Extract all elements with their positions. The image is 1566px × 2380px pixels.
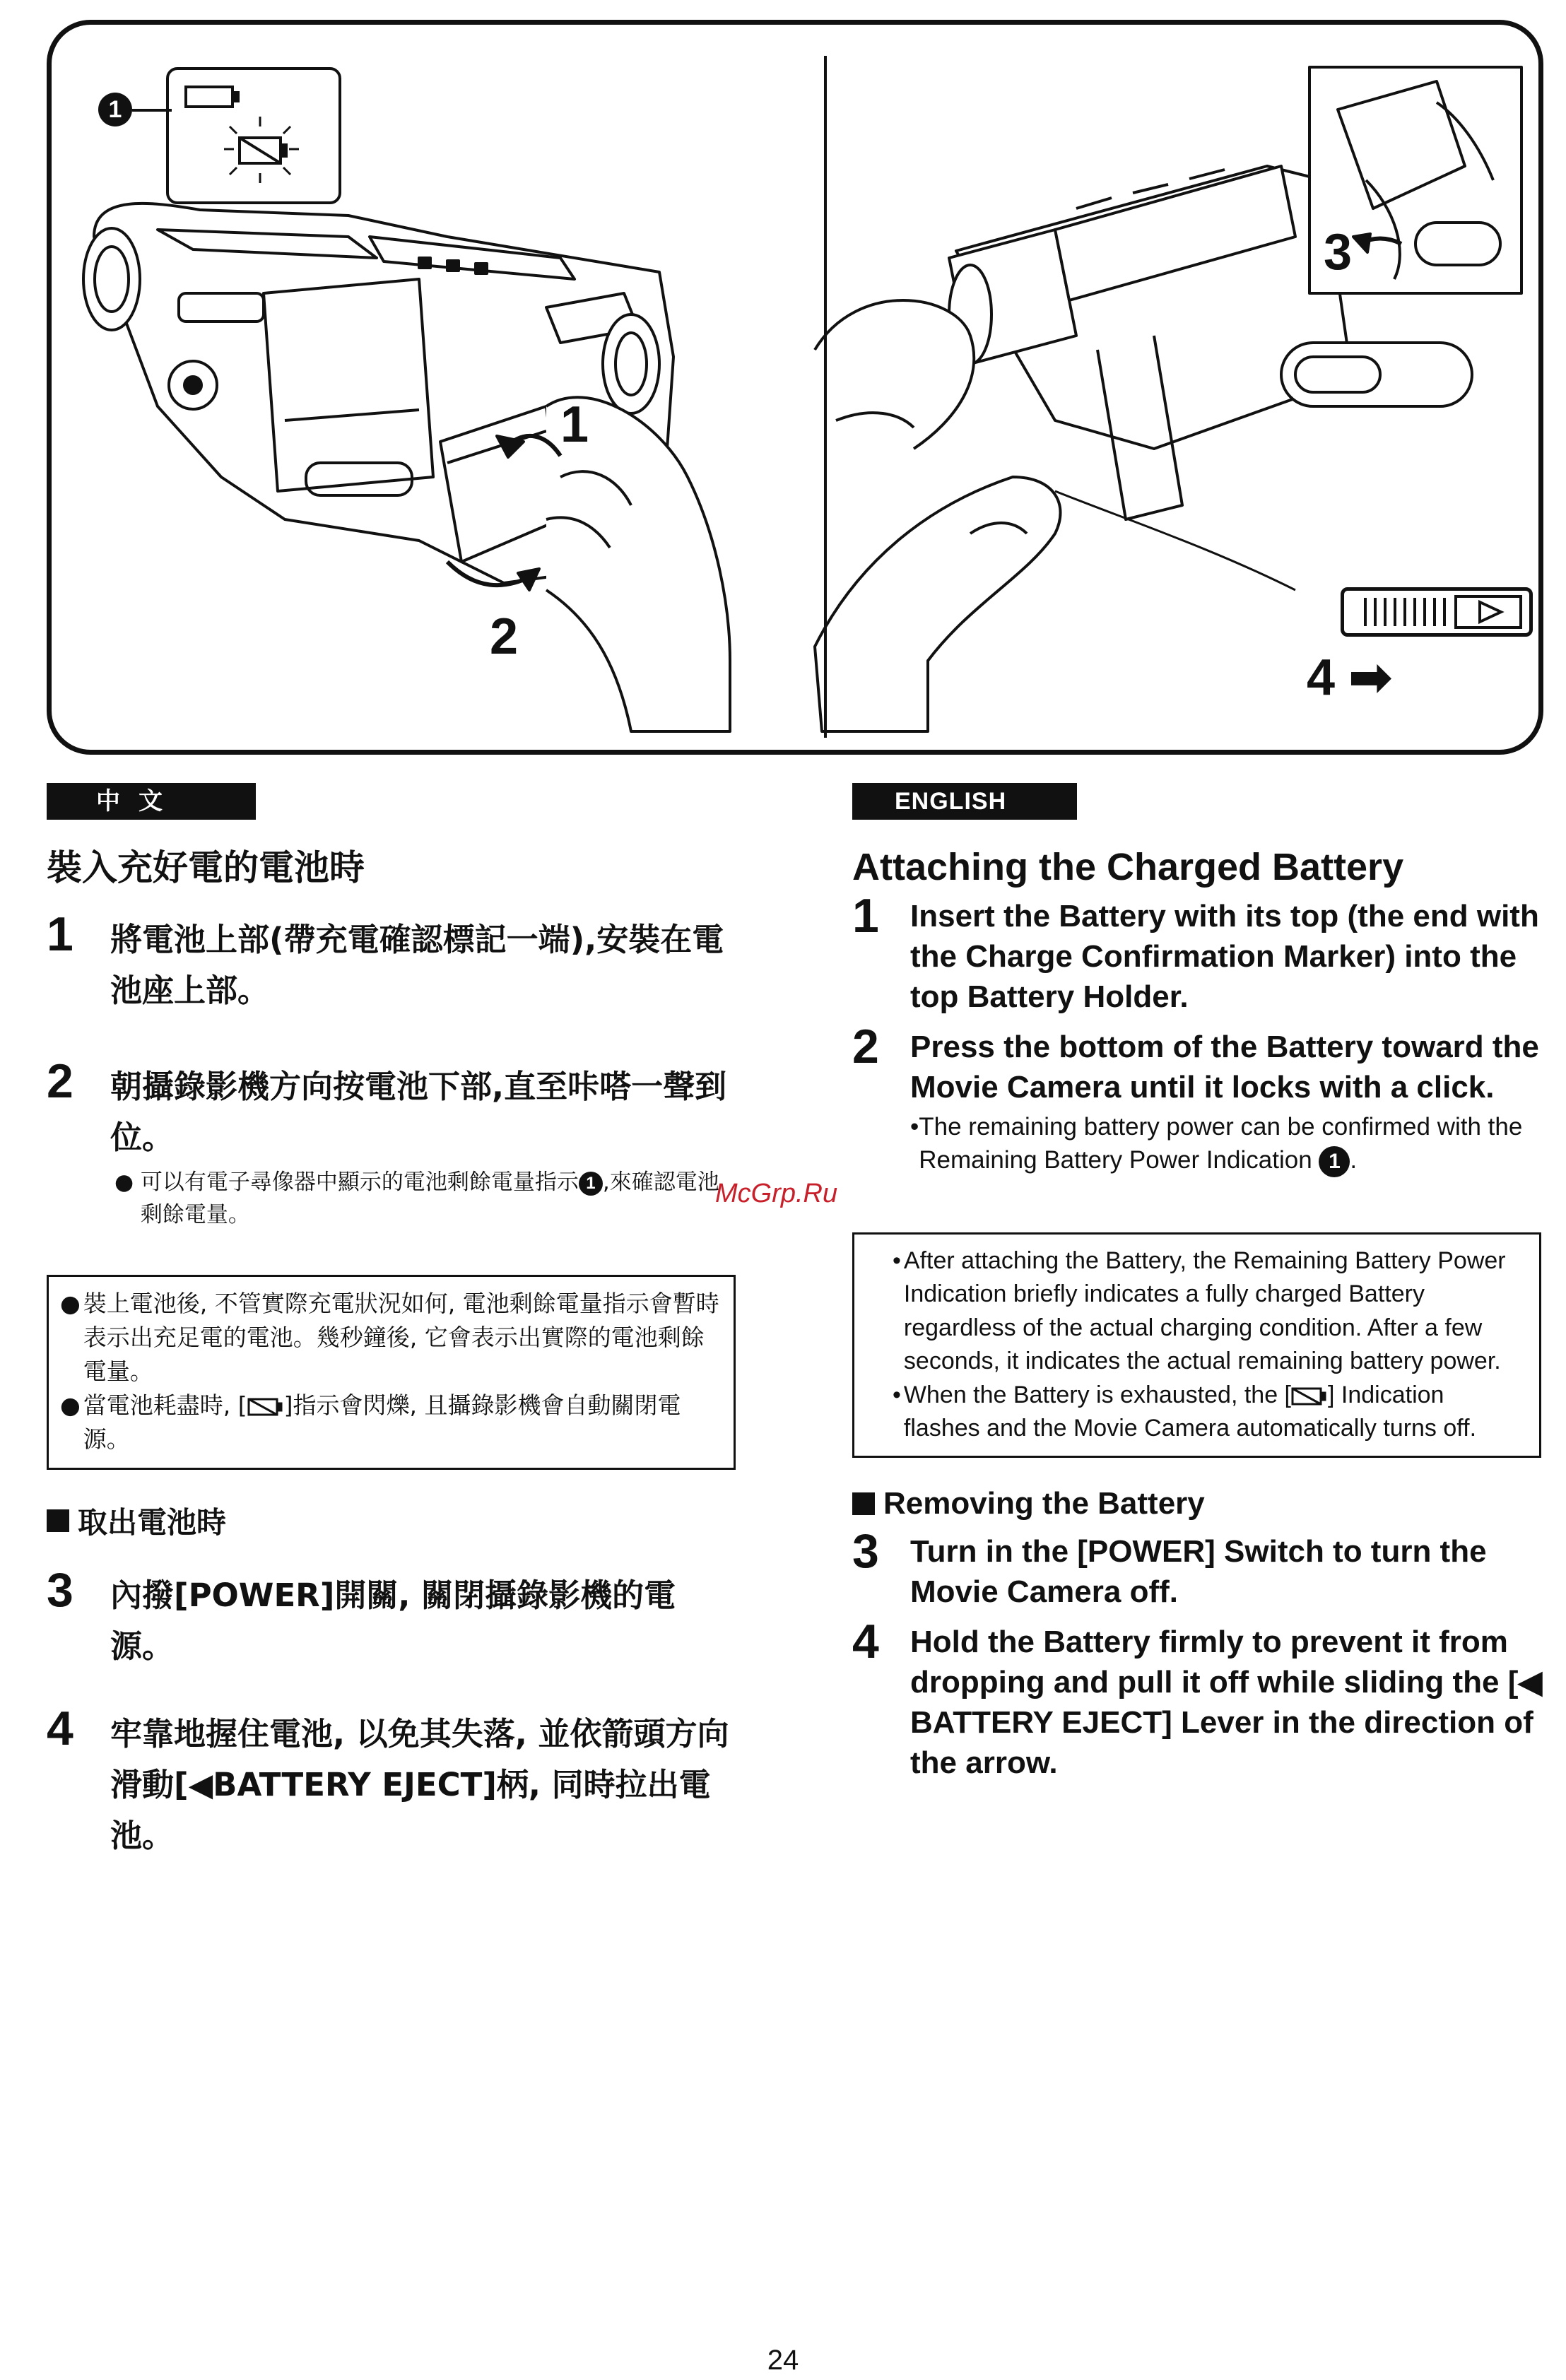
chinese-step-1 (47, 907, 739, 1016)
figure-divider (824, 56, 827, 738)
indicator-marker-1: 1 (579, 1172, 603, 1196)
section-heading-text: 取出電池時 (78, 1505, 227, 1540)
bullet-dot: ● (60, 1290, 81, 1317)
bullet-dot: • (893, 1381, 901, 1408)
page-number: 24 (767, 2345, 799, 2376)
english-step-4 (852, 1614, 1545, 1783)
chinese-title: 裝入充好電的電池時 (47, 847, 365, 888)
english-note-box (852, 1232, 1541, 1458)
step-number: 2 (852, 1020, 879, 1074)
english-title: Attaching the Charged Battery (852, 846, 1404, 888)
bullet-dot: ● (114, 1170, 141, 1195)
note-text: When the Battery is exhausted, the [ (903, 1381, 1291, 1408)
bullet-dot: • (910, 1113, 919, 1141)
note-item (60, 1389, 722, 1456)
note-text: 當電池耗盡時, [ (83, 1391, 247, 1419)
illustration-panel (47, 20, 1543, 755)
battery-eject-lever (1341, 587, 1533, 637)
figure-step-1: 1 (560, 396, 589, 453)
chinese-language-tab: 中文 (47, 783, 256, 820)
chinese-section-heading (47, 1500, 739, 1542)
section-heading-text: Removing the Battery (883, 1485, 1205, 1521)
step-number: 1 (852, 889, 879, 943)
note-text: ] Indication flashes and the Movie Camera automatically turns off. (903, 1381, 1477, 1442)
callout-marker-1: 1 (98, 93, 132, 126)
chinese-step-4 (47, 1702, 739, 1861)
step-number: 4 (47, 1702, 73, 1755)
battery-indicator-icon (169, 70, 338, 201)
chinese-sub-bullet (114, 1166, 739, 1231)
play-triangle-icon (1344, 591, 1529, 633)
step-number: 1 (47, 907, 73, 961)
step-text: 朝攝錄影機方向按電池下部,直至咔嗒一聲到位。 (110, 1068, 727, 1156)
step-text: Hold the Battery firmly to prevent it from dropping and pull it off while sliding the [◀ BATTERY EJECT] Lever in the direction of the arrow. (910, 1624, 1543, 1780)
note-text: ]指示會閃爍, 且攝錄影機會自動關閉電源。 (83, 1391, 681, 1453)
sub-bullet-text: 可以有電子尋像器中顯示的電池剩餘電量指示 (140, 1170, 579, 1195)
chinese-column (47, 783, 739, 1861)
square-bullet-icon (47, 1509, 69, 1532)
chinese-step-3 (47, 1563, 739, 1672)
bullet-dot: • (893, 1247, 901, 1274)
english-section-heading (852, 1486, 1545, 1521)
note-item (60, 1287, 722, 1389)
battery-empty-icon (1291, 1386, 1328, 1407)
step-text: 牢靠地握住電池, 以免其失落, 並依箭頭方向滑動[◀BATTERY EJECT]柄, 同時拉出電池。 (110, 1715, 729, 1854)
sub-bullet-text: The remaining battery power can be confirmed with the Remaining Battery Power Indication (919, 1113, 1523, 1174)
chinese-note-box (47, 1275, 736, 1470)
figure-step-3: 3 (1324, 224, 1353, 281)
english-step-3 (852, 1524, 1545, 1612)
bullet-dot: ● (60, 1391, 81, 1419)
english-language-tab: ENGLISH (852, 783, 1077, 820)
english-step-1 (852, 889, 1545, 1017)
step-number: 2 (47, 1054, 73, 1108)
battery-empty-icon (247, 1396, 284, 1418)
note-item (893, 1379, 1526, 1446)
note-text: 裝上電池後, 不管實際充電狀況如何, 電池剩餘電量指示會暫時表示出充足電的電池。幾秒鐘後, 它會表示出實際的電池剩餘電量。 (83, 1290, 719, 1385)
step-text: 將電池上部(帶充電確認標記一端),安裝在電池座上部。 (110, 921, 724, 1009)
english-column (852, 783, 1545, 1783)
battery-indicator-callout (166, 67, 341, 204)
step-number: 4 (852, 1614, 879, 1668)
step-number: 3 (852, 1524, 879, 1578)
chinese-step-2 (47, 1054, 739, 1163)
english-sub-bullet: • The remaining battery power can be confirmed with the Remaining Battery Power Indication 1 . (910, 1110, 1545, 1177)
note-item (893, 1244, 1526, 1379)
step-text: Insert the Battery with its top (the end with the Charge Confirmation Marker) into the top Battery Holder. (910, 899, 1539, 1015)
figure-step-4: 4 ➡ (1307, 649, 1392, 706)
watermark: McGrp.Ru (715, 1179, 838, 1208)
step-text: Press the bottom of the Battery toward the Movie Camera until it locks with a click. (910, 1030, 1539, 1105)
step-text: 內撥[POWER]開關, 關閉攝錄影機的電源。 (110, 1577, 676, 1665)
callout-leader-line (132, 107, 172, 114)
step-number: 3 (47, 1563, 73, 1617)
square-bullet-icon (852, 1492, 875, 1515)
indicator-marker-1: 1 (1319, 1146, 1350, 1177)
figure-step-2: 2 (490, 608, 519, 665)
note-text: After attaching the Battery, the Remaining Battery Power Indication briefly indicates a fully charged Battery regardless of the actual charging condition. After a few seconds, it indicates the actual remaining battery power. (903, 1247, 1506, 1375)
step-text: Turn in the [POWER] Switch to turn the Movie Camera off. (910, 1533, 1487, 1609)
english-step-2 (852, 1020, 1545, 1107)
sub-bullet-tail: ,來確認電池剩餘電量。 (140, 1170, 719, 1227)
